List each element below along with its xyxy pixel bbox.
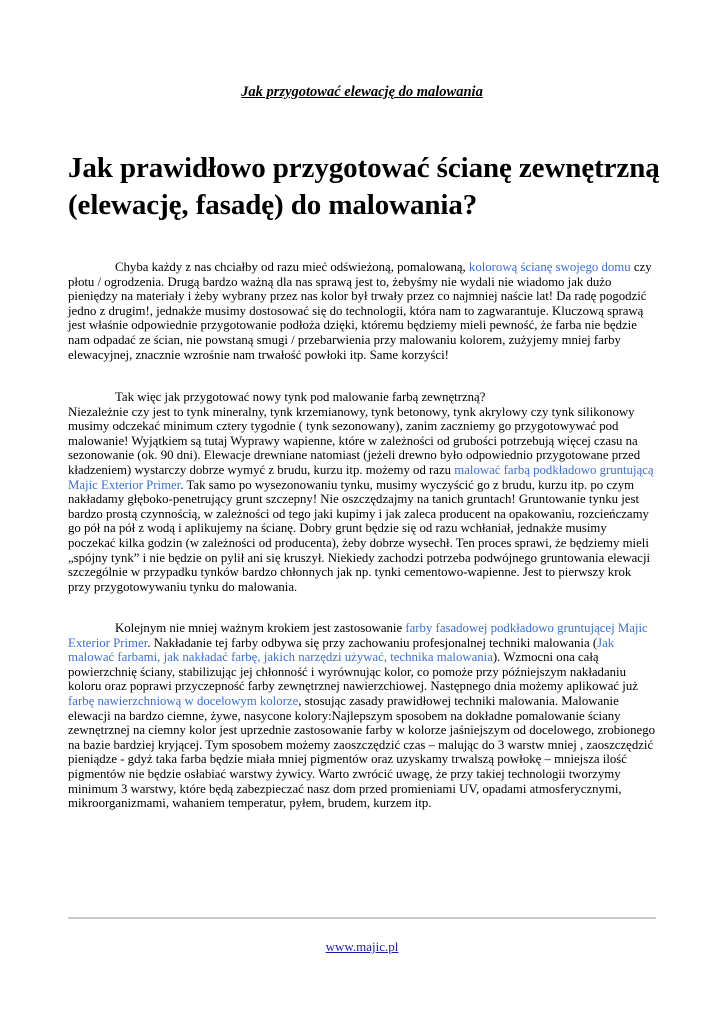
paragraph-new-plaster xyxy=(68,390,656,594)
text-span: . Tak samo po wysezonowaniu tynku, musimy wyczyścić go z brudu, kurzu itp. po czym nakładamy głęboko-penetrujący grunt szczepny! Nie oszczędzajmy na tanich gruntach! Gruntowanie tynku jest bardzo prostą czynnością, w zależności od tego jaki kupimy i jak zaleca producent na opakowaniu, rozcieńczamy go pół na pół z wodą i aplikujemy na ścianę. Dobry grunt będzie się od razu wchłaniał, jednakże musimy poczekać kilka godzin (w zależności od producenta), żeby dobrze wysechł. Ten proces sprawi, że będziemy mieli „spójny tynk” i nie będzie on pylił ani się kruszył. Niekiedy zachodzi potrzeba podwójnego gruntowania elewacji szczególnie w przypadku tynków bardzo chłonnych jak np. tynki cementowo-wapienne. Jest to pierwszy krok przy przygotowywaniu tynku do malowania. xyxy=(68,477,651,594)
text-span: Tak więc jak przygotować nowy tynk pod malowanie farbą zewnętrzną? xyxy=(115,390,486,404)
link-colorful-wall[interactable]: kolorową ścianę swojego domu xyxy=(468,260,631,274)
header-title: Jak przygotować elewację do malowania xyxy=(241,84,483,100)
link-facade-primer[interactable]: farby fasadowej podkładowo gruntującej Majic Exterior Primer xyxy=(68,621,648,650)
link-topcoat-paint[interactable]: farbę nawierzchniową w docelowym kolorze xyxy=(68,693,299,708)
text-span: Chyba każdy z nas chciałby od razu mieć odświeżoną, pomalowaną, xyxy=(115,260,469,274)
text-span: Kolejnym nie mniej ważnym krokiem jest zastosowanie xyxy=(115,621,406,635)
text-span: Niezależnie czy jest to tynk mineralny, tynk krzemianowy, tynk betonowy, tynk akrylowy czy tynk silikonowy musimy odczekać minimum cztery tygodnie ( tynk sezonowany), zanim zaczniemy go przygotowywać pod malowanie! Wyjątkiem są tutaj Wyprawy wapienne, które w zależności od grubości potrzebują więcej czasu na sezonowanie (ok. 90 dni). Elewacje drewniane natomiast (jeżeli drewno było odpowiednio przygotowane przed kładzeniem) wystarczy dobrze wymyć z brudu, kurzu itp. możemy od razu xyxy=(68,404,641,477)
footer-link[interactable]: www.majic.pl xyxy=(325,939,399,954)
text-span: . Nakładanie tej farby odbywa się przy zachowaniu profesjonalnej techniki malowania ( xyxy=(147,635,598,650)
footer-divider xyxy=(68,917,656,919)
footer xyxy=(0,939,724,955)
paragraph-next-step xyxy=(68,621,656,811)
link-painting-technique[interactable]: Jak malować farbami, jak nakładać farbę, jakich narzędzi używać, technika malowania xyxy=(68,635,615,665)
link-primer-paint[interactable]: malować farbą podkładowo gruntującą Majic Exterior Primer xyxy=(68,462,654,492)
page-title: Jak prawidłowo przygotować ścianę zewnętrzną (elewację, fasadę) do malowania? xyxy=(68,152,660,221)
document-header xyxy=(0,84,724,101)
text-span: , stosując zasady prawidłowej techniki malowania. Malowanie elewacji na bardzo ciemne, żywe, nasycone kolory:Najlepszym sposobem na dokładne pomalowanie ściany zewnętrznej na ciemny kolor jest uprzednie zastosowanie farby w kolorze jaśniejszym od docelowego, zrobionego na bazie bardziej kryjącej. Tym sposobem możemy zaoszczędzić czas – malując do 3 warstw mniej , zaoszczędzić pieniądze - gdyż taka farba będzie miała mniej pigmentów oraz uzyskamy trwalszą powłokę – mniejsza ilość pigmentów nie będzie osłabiać warstwy żywicy. Warto zwrócić uwagę, że przy takiej technologii tworzymy minimum 3 warstwy, które będą zabezpieczać nasz dom przed promieniami UV, opadami atmosferycznymi, mikroorganizmami, wahaniem temperatur, pyłem, brudem, kurzem itp. xyxy=(68,693,656,811)
text-span: ). Wzmocni ona całą powierzchnię ściany, stabilizując jej chłonność i wyrównując kolor, co pomoże przy późniejszym nakładaniu koloru oraz poprawi przyczepność farby zewnętrznej nawierzchiowej. Następnego dnia możemy aplikować już xyxy=(68,650,638,694)
text-span: czy płotu / ogrodzenia. Drugą bardzo ważną dla nas sprawą jest to, żebyśmy nie wydali nie wiadomo jak dużo pieniędzy na materiały i żeby wybrany przez nas kolor był trwały przez co najmniej naście lat! Da radę pogodzić jedno z drugim!, jednakże musimy dostosować się do technologii, która nam to zagwarantuje. Kluczową sprawą jest właśnie odpowiednie przygotowanie podłoża dzięki, któremu będziemy mieli pewność, że farba nie będzie nam odpadać ze ścian, nie powstaną smugi / przebarwienia przy malowaniu kolorem, zużyjemy mniej farby elewacyjnej, znacznie wzrośnie nam trwałość powłoki itp. Same korzyści! xyxy=(68,260,652,362)
paragraph-intro xyxy=(68,260,656,362)
